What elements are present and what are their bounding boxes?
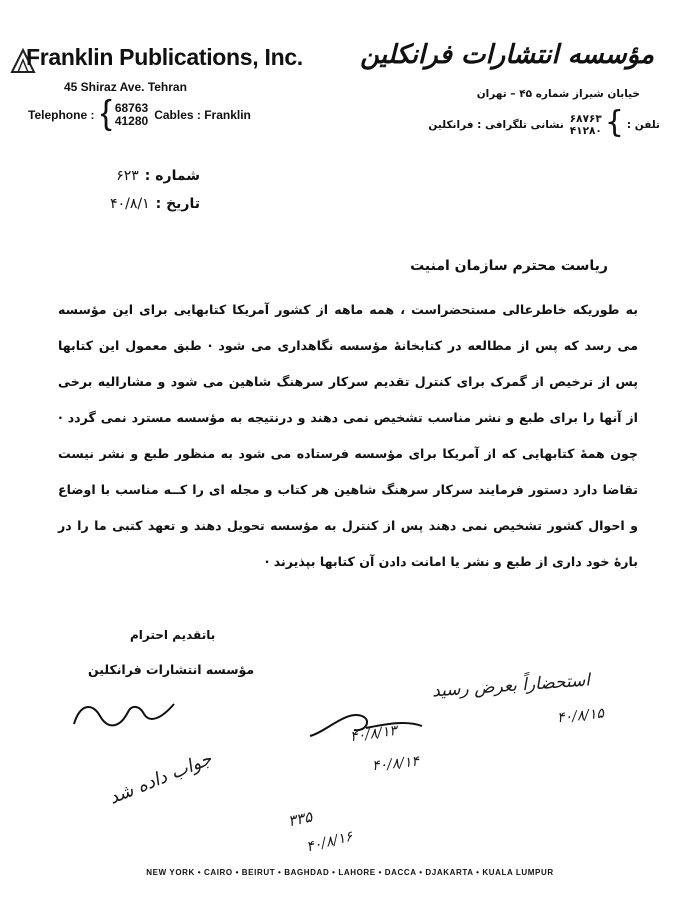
handwritten-note: استحضاراً بعرض رسید <box>431 670 591 702</box>
persian-address: خیابان شیراز شماره ۴۵ – تهران <box>476 88 640 100</box>
english-contact-line <box>28 94 251 132</box>
closing-regards: باتقدیم احترام <box>130 628 216 642</box>
handwritten-margin-note: جواب داده شد <box>106 748 215 809</box>
handwritten-date: ۴۰/۸/۱۴ <box>371 753 420 775</box>
persian-phone-numbers <box>570 113 602 137</box>
english-address: 45 Shiraz Ave. Tehran <box>64 80 187 94</box>
addressee: ریاست محترم سازمان امنیت <box>410 258 608 274</box>
telephone-label: Telephone : <box>28 108 95 122</box>
persian-phone-number: ۴۱۲۸۰ <box>569 125 602 137</box>
telephone-number: 68763 <box>114 101 149 115</box>
persian-phone-number: ۶۸۷۶۳ <box>569 113 602 125</box>
persian-contact-line <box>428 105 660 140</box>
letter-meta <box>50 162 200 218</box>
number-value: ۶۲۳ <box>116 168 139 184</box>
persian-phone-label: تلفن : <box>626 119 660 131</box>
number-label: شماره : <box>144 168 200 184</box>
brace-icon: } <box>604 105 624 140</box>
handwritten-date: ۴۰/۸/۱۶ <box>304 828 355 856</box>
date-value: ۴۰/۸/۱ <box>110 196 150 212</box>
handwritten-date: ۴۰/۸/۱۳ <box>349 722 398 746</box>
telephone-number: 41280 <box>114 114 149 128</box>
persian-company-name: مؤسسه انتشارات فرانکلین <box>360 40 654 70</box>
signature-scribble-icon <box>70 694 180 734</box>
body-paragraph: به طوریکه خاطرعالی مستحضراست ، همه ماهه از کشور آمریکا کتابهایی برای این مؤسسه می رسد که پس از مطالعه در کتابخانهٔ مؤسسه نگاهداری می شود · طبق معمول این کتابها پس از ترخیص از گمرک برای کنترل تقدیم سرکار سرهنگ شاهین می شود و مشارالیه برخی از آنها را برای طبع و نشر مناسب تشخیص نمی دهند و درنتیجه به مؤسسه مسترد نمی گردد · چون همهٔ کتابهایی که از آمریکا برای مؤسسه فرستاده می شود به منظور طبع و نشر نیست تقاضا دارد دستور فرمایند سرکار سرهنگ شاهین هر کتاب و مجله ای را کــه مناسب با اوضاع و احوال کشور تشخیص نمی دهند پس از کنترل به مؤسسه تحویل دهند و تعهد کتبی ما را در بارهٔ خود داری از طبع و نشر یا امانت دادن آن کتابها بپذیرند · <box>58 302 638 569</box>
handwritten-reference: ۳۳۵ <box>286 807 314 831</box>
date-label: تاریخ : <box>155 196 200 212</box>
footer-offices: NEW YORK • CAIRO • BEIRUT • BAGHDAD • LAHORE • DACCA • DJAKARTA • KUALA LUMPUR <box>146 868 554 877</box>
telephone-numbers <box>115 102 148 128</box>
english-company-name: Franklin Publications, Inc. <box>26 44 303 70</box>
closing-organization: مؤسسه انتشارات فرانکلین <box>88 662 255 677</box>
letter-body <box>58 292 638 580</box>
letter-number-row <box>50 162 200 190</box>
letter-date-row <box>50 190 200 218</box>
cables-text: Cables : Franklin <box>154 108 251 122</box>
persian-cables-text: نشانی تلگرافی : فرانکلین <box>428 119 564 131</box>
handwritten-date: ۴۰/۸/۱۵ <box>556 705 605 727</box>
brace-icon: { <box>100 94 112 132</box>
